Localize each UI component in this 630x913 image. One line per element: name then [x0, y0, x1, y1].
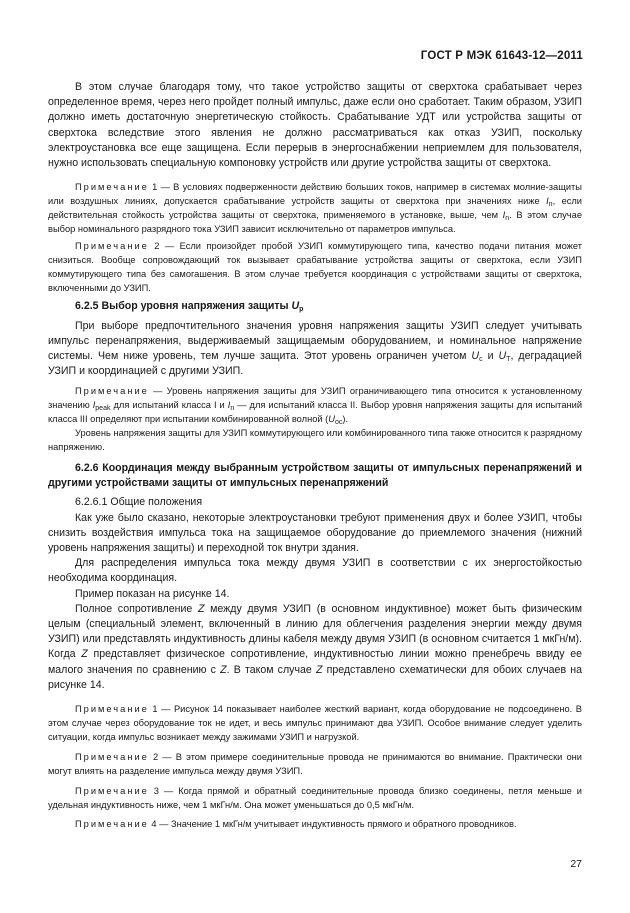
note-figure-3: Примечание 3 — Когда прямой и обратный соединительные провода близко соединены, петля меньше и удельная индуктивность ниже, чем 1 мкГн/м. Она может уменьшаться до 0,5 мкГн/м.: [48, 785, 582, 810]
section-6-2-6-1-heading: 6.2.6.1 Общие положения: [75, 496, 203, 509]
note-6-2-5-continued: Уровень напряжения защиты для УЗИП коммутирующего или комбинированного типа также относится к разрядному напряжению.: [48, 428, 582, 453]
note-figure-4: Примечание 4 — Значение 1 мкГн/м учитывает индуктивность прямого и обратного проводников.: [75, 819, 517, 830]
paragraph-impedance: Полное сопротивление Z между двумя УЗИП (в основном индуктивное) может быть физическим целым (специальный элемент, включенный в линию для облегчения разделения энергии между двумя УЗИП) или представлять индуктивность длины кабеля между двумя УЗИП (в основном считается 1 мкГн/м). Когда Z представляет физическое сопротивление, индуктивностью линии можно пренебречь ввиду ее малого значения по сравнению с Z. В таком случае Z представлено схематически для обоих случаев на рисунке 14.: [48, 602, 583, 691]
note-1: Примечание 1 — В условиях подверженности действию больших токов, например в системах молние-защиты или воздушных линиях, допускается срабатывание устройств защиты от сверхтока при значениях ниже $I_n$, если действительная стойкость устройства защиты от сверхтока, применяемого в установке, выше, чем $I_n$. В этом случае выбор номинального разрядного тока УЗИП зависит исключительно от параметров импульса.: [48, 182, 582, 234]
note-6-2-5: Примечание — Уровень напряжения защиты для УЗИП ограничивающего типа относится к установленному значению $I_{peak}$ для испытаний класса I и $I_n$ — для испытаний класса II. Выбор уровня напряжения защиты для испытаний класса III определяют при испытании комбинированной волной $(U_{oc})$.: [48, 386, 583, 427]
paragraph-energy-distribution: Для распределения импульса тока между двумя УЗИП в соответствии с их энергостойкостью необходима координация.: [48, 557, 582, 585]
note-2: Примечание 2 — Если произойдет пробой УЗИП коммутирующего типа, качество подачи питания может снизиться. Вообще сопровождающий ток вызывает срабатывание устройства защиты от сверхтока, если УЗИП коммутирующего типа без самогашения. В этом случае требуется координация с устройствами защиты от сверхтока, включенными до УЗИП.: [48, 240, 582, 293]
intro-paragraph: В этом случае благодаря тому, что такое устройство защиты от сверхтока срабатывает через определенное время, через него пройдет полный импульс, даже если оно сработает. Таким образом, УЗИП должно иметь достаточную энергетическую стойкость. Срабатывание УДТ или устройства защиты от сверхтока вследствие этого явления не должно рассматриваться как отказ УЗИП, поскольку электроустановка все еще защищена. Если перерыв в энергоснабжении неприемлем для пользователя, нужно использовать специальную компоновку устройств или другие устройства защиты от сверхтока.: [48, 81, 582, 170]
page-body: [48, 80, 582, 832]
paragraph-example: Пример показан на рисунке 14.: [75, 587, 230, 600]
paragraph-coordination-need: Как уже было сказано, некоторые электроустановки требуют применения двух и более УЗИП, чтобы снизить воздействия импульса тока на защищаемое оборудование до приемлемого значения (нижний уровень напряжения защиты) и переходной ток внутри здания.: [48, 511, 582, 555]
page-number: 27: [570, 858, 582, 870]
section-6-2-6-heading: 6.2.6 Координация между выбранным устройством защиты от импульсных перенапряжений и другими устройствами защиты от импульсных перенапряжений: [48, 462, 582, 490]
section-6-2-5-heading: 6.2.5 Выбор уровня напряжения защиты $U_p$: [75, 300, 304, 314]
standard-header: ГОСТ Р МЭК 61643-12—2011: [420, 50, 583, 62]
note-figure-1: Примечание 1 — Рисунок 14 показывает наиболее жесткий вариант, когда оборудование не подсоединено. В этом случае через оборудование ток не идет, и весь импульс принимают два УЗИП. Особое внимание следует уделить ситуации, когда импульс возникает между зажимами УЗИП и нагрузкой.: [48, 704, 582, 742]
note-figure-2: Примечание 2 — В этом примере соединительные провода не принимаются во внимание. Практически они могут влиять на разделение импульса между двумя УЗИП.: [48, 751, 582, 776]
section-6-2-5-paragraph: При выборе предпочтительного значения уровня напряжения защиты УЗИП следует учитывать импульс перенапряжения, выдерживаемый защищаемым оборудованием, и номинальное напряжение системы. Чем ниже уровень, тем лучше защита. Этот уровень ограничен учетом $U_c$ и $U_T$, деградацией УЗИП и координацией с другими УЗИП.: [48, 319, 582, 378]
